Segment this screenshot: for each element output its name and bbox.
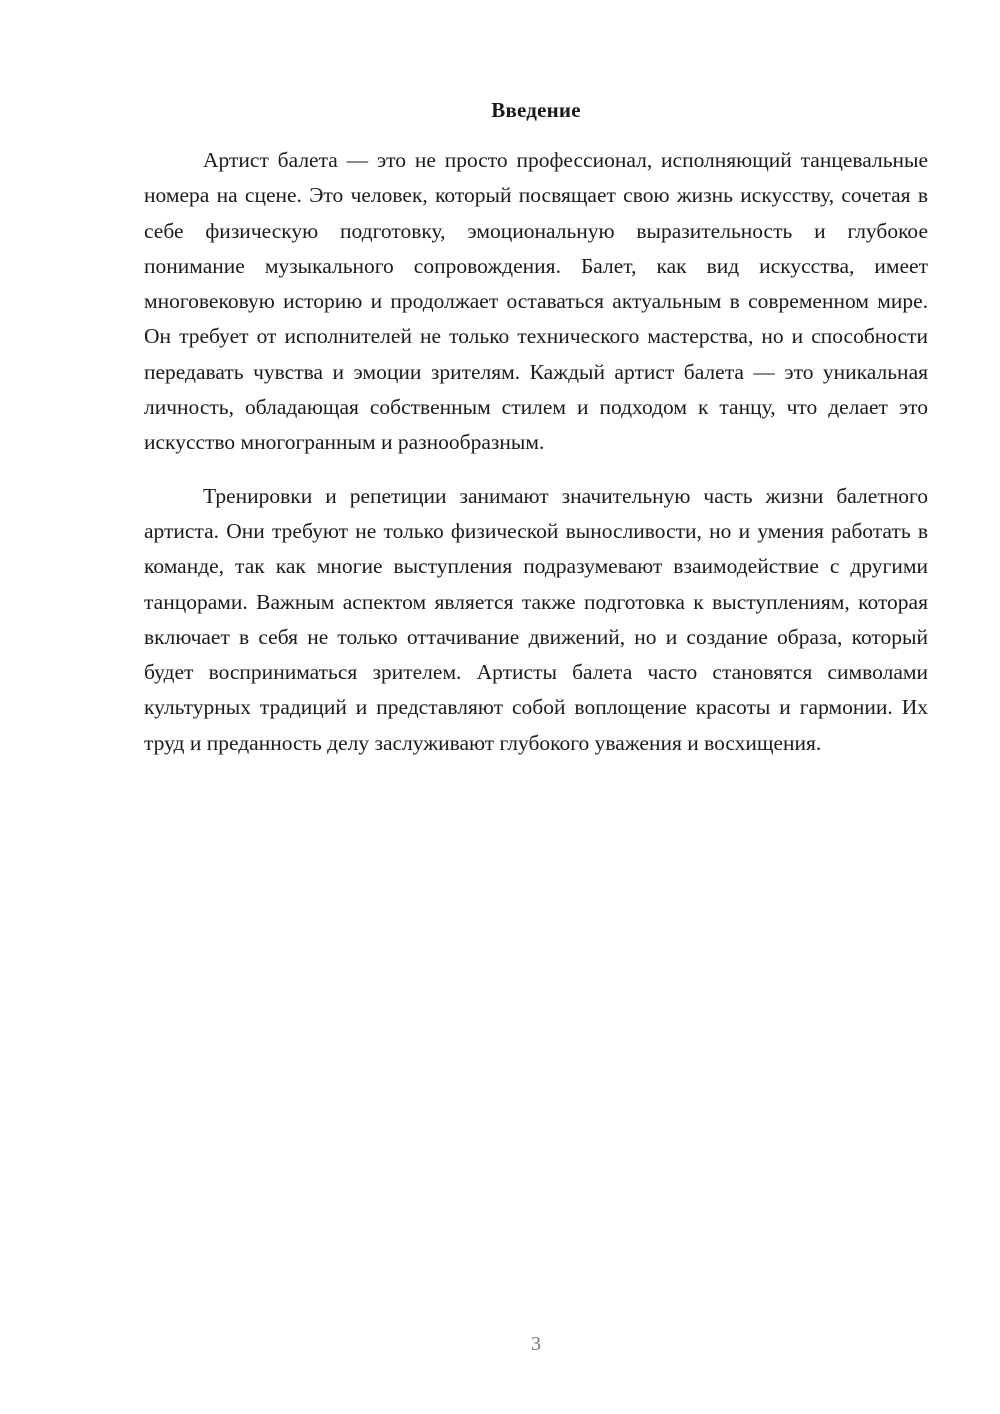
- page-number: 3: [531, 1333, 541, 1355]
- paragraph-2: Тренировки и репетиции занимают значительную часть жизни балетного артиста. Они требуют не только физической выносливости, но и умения работать в команде, так как многие выступления подразумевают взаимодействие с другими танцорами. Важным аспектом является также подготовка к выступлениям, которая включает в себя не только оттачивание движений, но и создание образа, который будет восприниматься зрителем. Артисты балета часто становятся символами культурных традиций и представляют собой воплощение красоты и гармонии. Их труд и преданность делу заслуживают глубокого уважения и восхищения.: [144, 483, 928, 755]
- body-text: [144, 143, 928, 761]
- section-heading: Введение: [491, 98, 581, 122]
- paragraph-1: Артист балета — это не просто профессионал, исполняющий танцевальные номера на сцене. Это человек, который посвящает свою жизнь искусству, сочетая в себе физическую подготовку, эмоциональную выразительность и глубокое понимание музыкального сопровождения. Балет, как вид искусства, имеет многовековую историю и продолжает оставаться актуальным в современном мире. Он требует от исполнителей не только технического мастерства, но и способности передавать чувства и эмоции зрителям. Каждый артист балета — это уникальная личность, обладающая собственным стилем и подходом к танцу, что делает это искусство многогранным и разнообразным.: [144, 148, 928, 455]
